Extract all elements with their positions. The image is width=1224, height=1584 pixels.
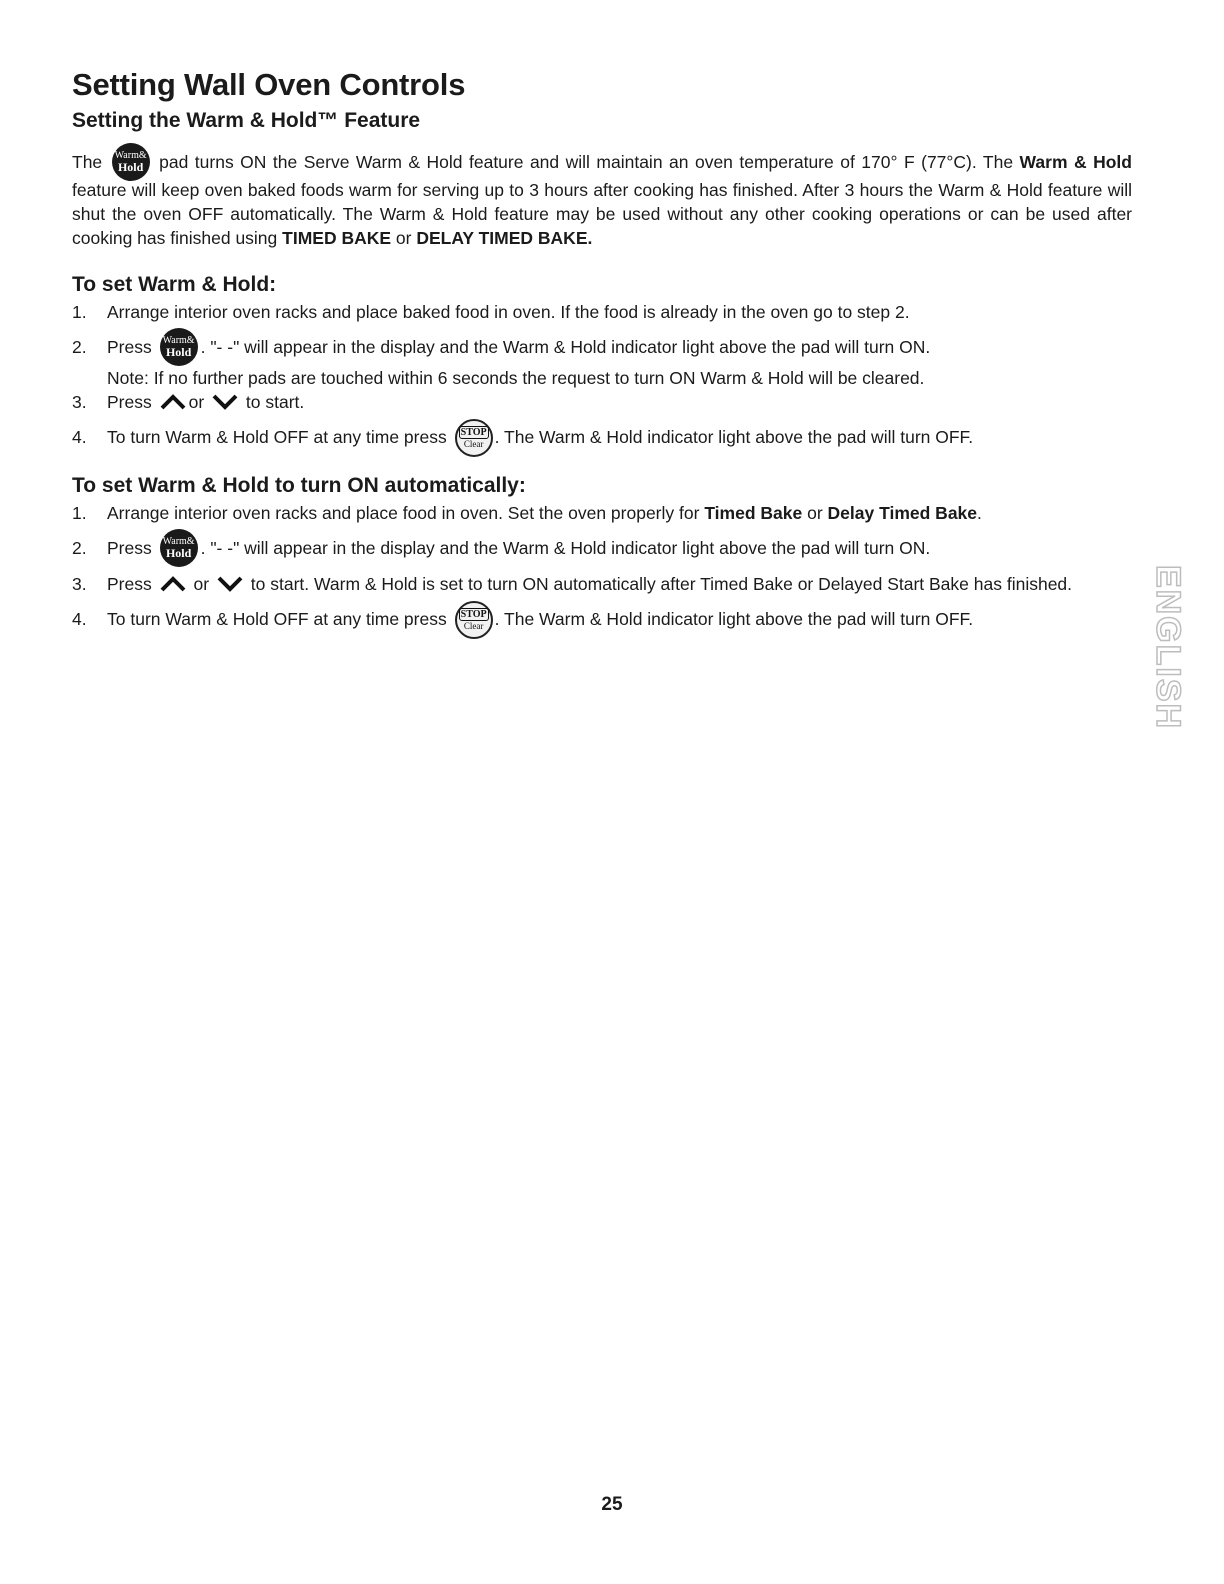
steps-list-warm-hold [72,300,1132,360]
step-number: 1. [72,502,87,523]
pad-label: Hold [117,159,144,174]
section-heading-auto: To set Warm & Hold to turn ON automatically: [72,473,526,497]
intro-bold: DELAY TIMED BAKE. [416,228,593,248]
intro-text: or [395,228,412,248]
step-item [72,536,1132,561]
step-text: or [193,574,210,595]
pad-label: Clear [463,621,484,631]
step-text: Arrange interior oven racks and place baked food in oven. If the food is already in the oven go to step 2. [107,302,910,322]
step-bold: Timed Bake [704,502,803,523]
down-arrow-icon [217,576,243,592]
step-item [72,607,1132,632]
intro-bold: Warm & Hold [1019,152,1132,172]
step-text: Press [107,574,152,595]
step-item [72,572,1132,596]
step-text: to start. Warm & Hold is set to turn ON automatically after Timed Bake or Delayed Start Bake has finished. [250,574,1073,595]
step-number: 3. [72,574,87,595]
manual-page [72,66,1132,633]
language-side-tab [1142,564,1194,730]
step-text: . The Warm & Hold indicator light above the pad will turn OFF. [494,609,974,630]
step-note: Note: If no further pads are touched within 6 seconds the request to turn ON Warm & Hold will be cleared. [107,368,925,389]
steps-list-auto [72,501,1132,633]
intro-paragraph [72,146,1132,250]
step-item [72,425,1132,450]
up-arrow-icon [160,394,186,410]
stop-clear-pad-icon [455,419,493,457]
step-text: Press [107,337,152,357]
step-text: . "- -" will appear in the display and the Warm & Hold indicator light above the pad will turn ON. [200,537,931,558]
step-number: 2. [72,337,87,357]
step-text: Press [107,392,152,413]
up-arrow-icon [160,576,186,592]
step-text: or [807,502,823,523]
intro-bold: TIMED BAKE [282,228,392,248]
step-bold: Delay Timed Bake [827,502,978,523]
page-number: 25 [601,1494,623,1515]
step-item [72,335,1132,360]
language-label: ENGLISH [1149,564,1188,730]
step-text: or [188,392,205,413]
pad-label: Clear [463,439,484,450]
step-text: To turn Warm & Hold OFF at any time press [107,427,447,448]
warm-hold-pad-icon [112,143,150,181]
pad-label: Warm& [162,535,195,547]
pad-label: Hold [165,344,192,359]
step-text: Arrange interior oven racks and place food in oven. Set the oven properly for [107,502,700,523]
step-text: To turn Warm & Hold OFF at any time press [107,609,447,630]
steps-list-warm-hold-cont [72,390,1132,450]
pad-label: STOP [460,609,487,620]
stop-clear-pad-icon [455,601,493,639]
warm-hold-pad-icon [160,529,198,567]
step-number: 3. [72,392,87,413]
section-heading-warm-hold: To set Warm & Hold: [72,273,277,296]
step-text: . "- -" will appear in the display and the Warm & Hold indicator light above the pad will turn ON. [200,337,931,357]
step-item [72,300,1132,324]
intro-text: pad turns ON the Serve Warm & Hold feature and will maintain an oven temperature of 170° F (77°C). The [159,152,1014,172]
step-text: to start. [245,392,305,413]
pad-label: Warm& [114,149,147,161]
step-number: 4. [72,609,87,630]
pad-label: Hold [165,545,192,560]
step-text: . [977,502,982,523]
step-text: . The Warm & Hold indicator light above the pad will turn OFF. [494,427,974,448]
down-arrow-icon [212,394,238,410]
intro-text: feature will keep oven baked foods warm for serving up to 3 hours after cooking has finished. After 3 hours the Warm & Hold feature will shut the oven OFF automatically. The Warm & Hold feature may be used without any other cooking operations or can be used after cooking has finished using [72,180,1132,248]
step-number: 1. [72,302,87,322]
step-text: Press [107,537,152,558]
step-item [72,390,1132,414]
step-item [72,501,1132,525]
step-number: 2. [72,537,87,558]
intro-text: The [72,152,103,172]
pad-label: Warm& [162,334,195,346]
page-subtitle: Setting the Warm & Hold™ Feature [72,109,421,132]
pad-label: STOP [460,427,487,439]
step-number: 4. [72,427,87,448]
page-title: Setting Wall Oven Controls [72,67,466,102]
warm-hold-pad-icon [160,328,198,366]
